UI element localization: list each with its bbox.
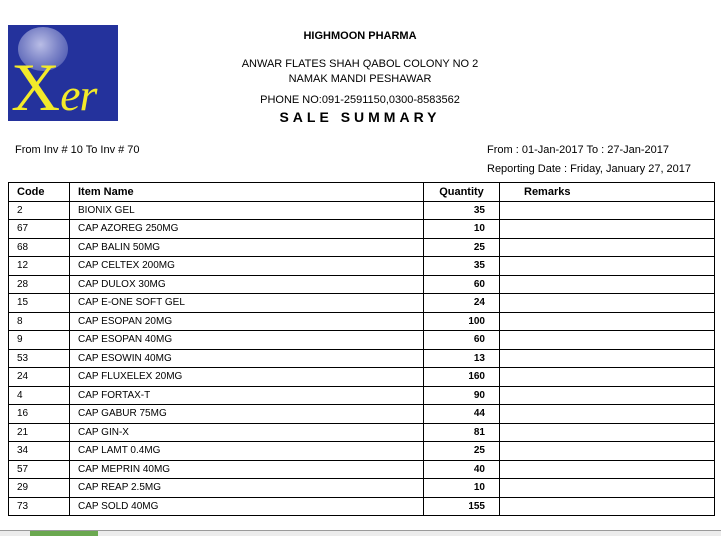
cell-remarks: [500, 294, 715, 313]
header-code: Code: [9, 183, 70, 202]
cell-code: 34: [9, 442, 70, 461]
cell-item-name: CAP SOLD 40MG: [70, 497, 424, 516]
cell-quantity: 40: [424, 460, 500, 479]
cell-quantity: 35: [424, 201, 500, 220]
report-title: SALE SUMMARY: [279, 109, 441, 125]
cell-quantity: 13: [424, 349, 500, 368]
cell-remarks: [500, 479, 715, 498]
cell-quantity: 90: [424, 386, 500, 405]
status-bar: [0, 530, 721, 536]
cell-code: 24: [9, 368, 70, 387]
cell-quantity: 10: [424, 479, 500, 498]
cell-code: 4: [9, 386, 70, 405]
table-row: [9, 294, 715, 313]
cell-code: 73: [9, 497, 70, 516]
cell-quantity: 25: [424, 442, 500, 461]
logo-letter-x: X: [11, 49, 61, 121]
invoice-range: From Inv # 10 To Inv # 70: [15, 144, 140, 156]
cell-item-name: CAP DULOX 30MG: [70, 275, 424, 294]
cell-code: 16: [9, 405, 70, 424]
cell-remarks: [500, 442, 715, 461]
company-logo: [8, 25, 118, 121]
cell-remarks: [500, 312, 715, 331]
table-row: [9, 497, 715, 516]
cell-quantity: 10: [424, 220, 500, 239]
cell-quantity: 35: [424, 257, 500, 276]
table-row: [9, 349, 715, 368]
cell-item-name: CAP AZOREG 250MG: [70, 220, 424, 239]
table-row: [9, 238, 715, 257]
sale-summary-table: [8, 182, 715, 516]
cell-code: 28: [9, 275, 70, 294]
cell-remarks: [500, 368, 715, 387]
cell-code: 21: [9, 423, 70, 442]
company-name: HIGHMOON PHARMA: [303, 30, 417, 42]
header-remarks: Remarks: [500, 183, 715, 202]
cell-remarks: [500, 257, 715, 276]
logo-letters-er: er: [60, 69, 97, 120]
address-line-2: NAMAK MANDI PESHAWAR: [288, 73, 432, 85]
cell-item-name: CAP E-ONE SOFT GEL: [70, 294, 424, 313]
cell-remarks: [500, 331, 715, 350]
status-progress: [30, 531, 98, 536]
cell-item-name: CAP FORTAX-T: [70, 386, 424, 405]
cell-remarks: [500, 349, 715, 368]
table-row: [9, 405, 715, 424]
cell-remarks: [500, 497, 715, 516]
table-row: [9, 275, 715, 294]
cell-item-name: CAP REAP 2.5MG: [70, 479, 424, 498]
cell-remarks: [500, 275, 715, 294]
table-row: [9, 460, 715, 479]
cell-remarks: [500, 405, 715, 424]
table-row: [9, 479, 715, 498]
cell-item-name: CAP GABUR 75MG: [70, 405, 424, 424]
cell-item-name: CAP ESOWIN 40MG: [70, 349, 424, 368]
cell-quantity: 60: [424, 331, 500, 350]
date-range: From : 01-Jan-2017 To : 27-Jan-2017: [487, 144, 670, 156]
logo-letters: [11, 49, 97, 121]
cell-code: 67: [9, 220, 70, 239]
cell-item-name: CAP LAMT 0.4MG: [70, 442, 424, 461]
cell-item-name: CAP ESOPAN 20MG: [70, 312, 424, 331]
cell-remarks: [500, 423, 715, 442]
table-row: [9, 220, 715, 239]
cell-quantity: 100: [424, 312, 500, 331]
table-row: [9, 368, 715, 387]
cell-item-name: CAP FLUXELEX 20MG: [70, 368, 424, 387]
table-row: [9, 423, 715, 442]
cell-code: 9: [9, 331, 70, 350]
cell-code: 53: [9, 349, 70, 368]
cell-quantity: 81: [424, 423, 500, 442]
cell-item-name: CAP GIN-X: [70, 423, 424, 442]
cell-code: 12: [9, 257, 70, 276]
cell-item-name: CAP CELTEX 200MG: [70, 257, 424, 276]
cell-remarks: [500, 460, 715, 479]
cell-quantity: 60: [424, 275, 500, 294]
cell-quantity: 44: [424, 405, 500, 424]
cell-item-name: CAP ESOPAN 40MG: [70, 331, 424, 350]
cell-code: 2: [9, 201, 70, 220]
cell-quantity: 160: [424, 368, 500, 387]
table-row: [9, 312, 715, 331]
address-line-1: ANWAR FLATES SHAH QABOL COLONY NO 2: [241, 58, 479, 70]
cell-remarks: [500, 386, 715, 405]
cell-code: 29: [9, 479, 70, 498]
cell-quantity: 155: [424, 497, 500, 516]
cell-item-name: BIONIX GEL: [70, 201, 424, 220]
cell-remarks: [500, 238, 715, 257]
cell-code: 68: [9, 238, 70, 257]
cell-code: 8: [9, 312, 70, 331]
header-item-name: Item Name: [70, 183, 424, 202]
table-row: [9, 331, 715, 350]
table-row: [9, 201, 715, 220]
cell-code: 15: [9, 294, 70, 313]
table-row: [9, 442, 715, 461]
cell-item-name: CAP MEPRIN 40MG: [70, 460, 424, 479]
cell-remarks: [500, 220, 715, 239]
cell-code: 57: [9, 460, 70, 479]
cell-quantity: 24: [424, 294, 500, 313]
cell-item-name: CAP BALIN 50MG: [70, 238, 424, 257]
table-header-row: [9, 183, 715, 202]
cell-remarks: [500, 201, 715, 220]
table-row: [9, 257, 715, 276]
table-row: [9, 386, 715, 405]
cell-quantity: 25: [424, 238, 500, 257]
header-quantity: Quantity: [424, 183, 500, 202]
phone-numbers: PHONE NO:091-2591150,0300-8583562: [260, 94, 460, 106]
reporting-date: Reporting Date : Friday, January 27, 2017: [487, 163, 692, 175]
